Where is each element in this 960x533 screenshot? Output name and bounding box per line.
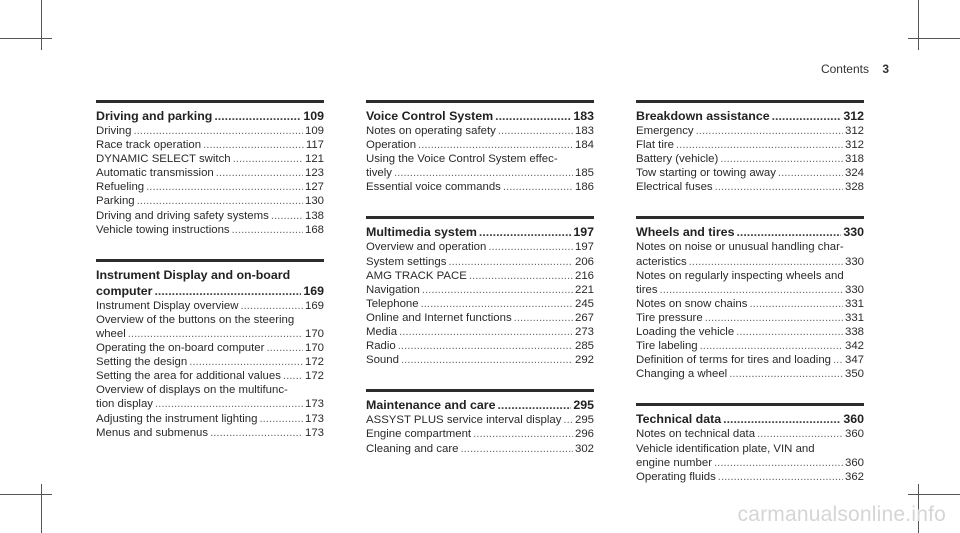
toc-entry[interactable]: DYNAMIC SELECT switch ..... 121 bbox=[96, 152, 324, 166]
toc-entry[interactable]: System settings ..... 206 bbox=[366, 255, 594, 269]
toc-entry[interactable]: Overview and operation ..... 197 bbox=[366, 240, 594, 254]
toc-entry[interactable]: Parking ..... 130 bbox=[96, 194, 324, 208]
toc-entry[interactable]: Emergency ..... 312 bbox=[636, 124, 864, 138]
toc-entry[interactable]: Sound ..... 292 bbox=[366, 353, 594, 367]
toc-entry[interactable]: Radio ..... 285 bbox=[366, 339, 594, 353]
toc-entry[interactable]: Cleaning and care ..... 302 bbox=[366, 442, 594, 456]
toc-entry[interactable]: Essential voice commands ..... 186 bbox=[366, 180, 594, 194]
toc-entry[interactable]: Setting the design ..... 172 bbox=[96, 355, 324, 369]
toc-entry[interactable]: Setting the area for additional values ..... 172 bbox=[96, 369, 324, 383]
toc-entry[interactable]: Definition of terms for tires and loading ..... 347 bbox=[636, 353, 864, 367]
toc-entry[interactable]: wheel ..... 170 bbox=[96, 327, 324, 341]
watermark: carmanualsonline.info bbox=[737, 503, 946, 526]
toc-entry[interactable]: tively ..... 185 bbox=[366, 166, 594, 180]
toc-section-voice-control bbox=[366, 100, 594, 194]
toc-entry[interactable]: Refueling ..... 127 bbox=[96, 180, 324, 194]
toc-entry[interactable]: tires ..... 330 bbox=[636, 283, 864, 297]
crop-mark bbox=[0, 494, 52, 495]
section-title-line[interactable]: Instrument Display and on-board bbox=[96, 267, 291, 282]
toc-entry[interactable]: Automatic transmission ..... 123 bbox=[96, 166, 324, 180]
toc-column-1 bbox=[96, 100, 324, 462]
section-title[interactable]: Breakdown assistance ..... 312 bbox=[636, 108, 864, 124]
crop-mark bbox=[918, 0, 919, 50]
toc-entry[interactable]: Operating fluids ..... 362 bbox=[636, 470, 864, 484]
section-title[interactable]: Wheels and tires ..... 330 bbox=[636, 224, 864, 240]
toc-section-driving bbox=[96, 100, 324, 237]
crop-mark bbox=[41, 484, 42, 533]
header-title: Contents bbox=[820, 62, 869, 76]
toc-entry[interactable]: Media ..... 273 bbox=[366, 325, 594, 339]
crop-mark bbox=[0, 38, 52, 39]
toc-entry[interactable]: Adjusting the instrument lighting ..... 173 bbox=[96, 412, 324, 426]
section-title[interactable]: Technical data ..... 360 bbox=[636, 411, 864, 427]
toc-entry[interactable]: Tow starting or towing away ..... 324 bbox=[636, 166, 864, 180]
toc-column-3 bbox=[636, 100, 864, 506]
toc-entry-line[interactable]: Overview of the buttons on the steering bbox=[96, 313, 295, 326]
toc-section-technical-data bbox=[636, 403, 864, 483]
section-rule bbox=[366, 216, 594, 219]
section-rule bbox=[636, 403, 864, 406]
toc-entry[interactable]: Instrument Display overview ..... 169 bbox=[96, 299, 324, 313]
toc-entry-line[interactable]: Notes on regularly inspecting wheels and bbox=[636, 269, 844, 282]
crop-mark bbox=[908, 494, 960, 495]
toc-entry[interactable]: AMG TRACK PACE ..... 216 bbox=[366, 269, 594, 283]
toc-entry-line[interactable]: Notes on noise or unusual handling char- bbox=[636, 241, 844, 254]
toc-entry[interactable]: Flat tire ..... 312 bbox=[636, 138, 864, 152]
section-rule bbox=[366, 100, 594, 103]
toc-entry[interactable]: Online and Internet functions ..... 267 bbox=[366, 311, 594, 325]
toc-section-wheels-tires bbox=[636, 216, 864, 381]
page-number: 3 bbox=[882, 62, 889, 76]
toc-entry[interactable]: Race track operation ..... 117 bbox=[96, 138, 324, 152]
toc-entry[interactable]: Driving ..... 109 bbox=[96, 124, 324, 138]
section-title[interactable]: Maintenance and care ..... 295 bbox=[366, 397, 594, 413]
toc-entry[interactable]: tion display ..... 173 bbox=[96, 397, 324, 411]
toc-entry[interactable]: ASSYST PLUS service interval display ..... 295 bbox=[366, 413, 594, 427]
toc-section-breakdown bbox=[636, 100, 864, 194]
toc-entry[interactable]: Driving and driving safety systems ..... 138 bbox=[96, 209, 324, 223]
toc-entry-line[interactable]: Using the Voice Control System effec- bbox=[366, 153, 558, 166]
toc-entry[interactable]: Tire labeling ..... 342 bbox=[636, 339, 864, 353]
toc-entry[interactable]: Notes on snow chains ..... 331 bbox=[636, 297, 864, 311]
section-title[interactable]: Voice Control System ..... 183 bbox=[366, 108, 594, 124]
section-rule bbox=[96, 259, 324, 262]
section-title[interactable]: Driving and parking ..... 109 bbox=[96, 108, 324, 124]
toc-entry[interactable]: Engine compartment ..... 296 bbox=[366, 427, 594, 441]
toc-entry[interactable]: Electrical fuses ..... 328 bbox=[636, 180, 864, 194]
section-rule bbox=[636, 100, 864, 103]
section-title[interactable]: Multimedia system ..... 197 bbox=[366, 224, 594, 240]
section-rule bbox=[96, 100, 324, 103]
toc-entry[interactable]: Menus and submenus ..... 173 bbox=[96, 426, 324, 440]
toc-entry[interactable]: Changing a wheel ..... 350 bbox=[636, 367, 864, 381]
toc-entry[interactable]: Notes on technical data ..... 360 bbox=[636, 427, 864, 441]
toc-section-maintenance bbox=[366, 389, 594, 455]
toc-entry[interactable]: Tire pressure ..... 331 bbox=[636, 311, 864, 325]
toc-entry[interactable]: Vehicle towing instructions ..... 168 bbox=[96, 223, 324, 237]
toc-entry[interactable]: engine number ..... 360 bbox=[636, 456, 864, 470]
toc-entry[interactable]: Battery (vehicle) ..... 318 bbox=[636, 152, 864, 166]
toc-entry[interactable]: Navigation ..... 221 bbox=[366, 283, 594, 297]
toc-section-multimedia bbox=[366, 216, 594, 367]
section-rule bbox=[366, 389, 594, 392]
toc-section-instrument-display bbox=[96, 259, 324, 440]
page-header bbox=[821, 62, 889, 76]
toc-entry-line[interactable]: Overview of displays on the multifunc- bbox=[96, 384, 288, 397]
crop-mark bbox=[908, 38, 960, 39]
crop-mark bbox=[41, 0, 42, 50]
section-title[interactable]: computer ..... 169 bbox=[96, 283, 324, 299]
toc-entry[interactable]: Loading the vehicle ..... 338 bbox=[636, 325, 864, 339]
toc-entry[interactable]: Operation ..... 184 bbox=[366, 138, 594, 152]
toc-entry[interactable]: acteristics ..... 330 bbox=[636, 255, 864, 269]
toc-entry[interactable]: Operating the on-board computer ..... 170 bbox=[96, 341, 324, 355]
toc-column-2 bbox=[366, 100, 594, 478]
toc-entry[interactable]: Notes on operating safety ..... 183 bbox=[366, 124, 594, 138]
toc-entry-line[interactable]: Vehicle identification plate, VIN and bbox=[636, 442, 815, 455]
section-rule bbox=[636, 216, 864, 219]
toc-entry[interactable]: Telephone ..... 245 bbox=[366, 297, 594, 311]
